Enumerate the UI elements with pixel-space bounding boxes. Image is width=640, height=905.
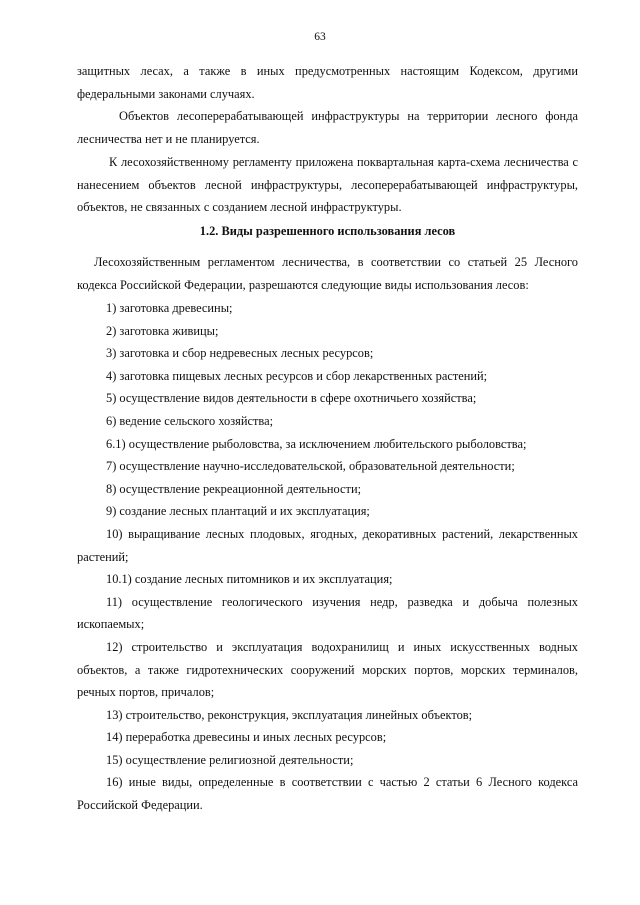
- list-item: 11) осуществление геологического изучения недр, разведка и добыча полезных ископаемых;: [77, 594, 578, 632]
- list-item: 13) строительство, реконструкция, эксплуатация линейных объектов;: [106, 707, 473, 722]
- list-item: 9) создание лесных плантаций и их эксплуатация;: [106, 504, 370, 519]
- paragraph-map-scheme: К лесохозяйственному регламенту приложена поквартальная карта-схема лесничества с нанесением объектов лесной инфраструктуры, лесоперерабатывающей инфраструктуры, объектов, не связанных с созданием лесной инфраструктуры.: [77, 155, 578, 215]
- forest-use-types-list: [77, 297, 578, 817]
- section-intro: Лесохозяйственным регламентом лесничества, в соответствии со статьей 25 Лесного кодекса Российской Федерации, разрешаются следующие виды использования лесов:: [77, 255, 578, 292]
- list-item: 12) строительство и эксплуатация водохранилищ и иных искусственных водных объектов, а также гидротехнических сооружений морских портов, морских терминалов, речных портов, причалов;: [77, 639, 578, 700]
- list-item: 4) заготовка пищевых лесных ресурсов и сбор лекарственных растений;: [106, 368, 488, 383]
- list-item: 6) ведение сельского хозяйства;: [106, 413, 274, 428]
- list-item: 1) заготовка древесины;: [106, 301, 233, 315]
- list-item: 15) осуществление религиозной деятельности;: [106, 752, 354, 767]
- list-item: 16) иные виды, определенные в соответствии с частью 2 статьи 6 Лесного кодекса Российской Федерации.: [77, 775, 578, 813]
- list-item: 6.1) осуществление рыболовства, за исключением любительского рыболовства;: [106, 436, 527, 451]
- list-item: 7) осуществление научно-исследовательской, образовательной деятельности;: [106, 459, 515, 474]
- list-item: 5) осуществление видов деятельности в сфере охотничьего хозяйства;: [106, 391, 477, 406]
- paragraph-processing-infrastructure: Объектов лесоперерабатывающей инфраструктуры на территории лесного фонда лесничества нет и не планируется.: [77, 109, 578, 146]
- page-number: 63: [314, 31, 326, 43]
- section-heading: 1.2. Виды разрешенного использования лесов: [199, 224, 456, 238]
- paragraph-protective-forests: защитных лесах, а также в иных предусмотренных настоящим Кодексом, другими федеральными законами случаях.: [77, 64, 578, 101]
- list-item: 3) заготовка и сбор недревесных лесных ресурсов;: [106, 346, 374, 361]
- list-item: 10) выращивание лесных плодовых, ягодных, декоративных растений, лекарственных растений;: [77, 526, 578, 564]
- list-item: 8) осуществление рекреационной деятельности;: [106, 481, 362, 496]
- list-item: 14) переработка древесины и иных лесных ресурсов;: [106, 730, 387, 745]
- list-item: 2) заготовка живицы;: [106, 323, 219, 338]
- list-item: 10.1) создание лесных питомников и их эксплуатация;: [106, 572, 393, 587]
